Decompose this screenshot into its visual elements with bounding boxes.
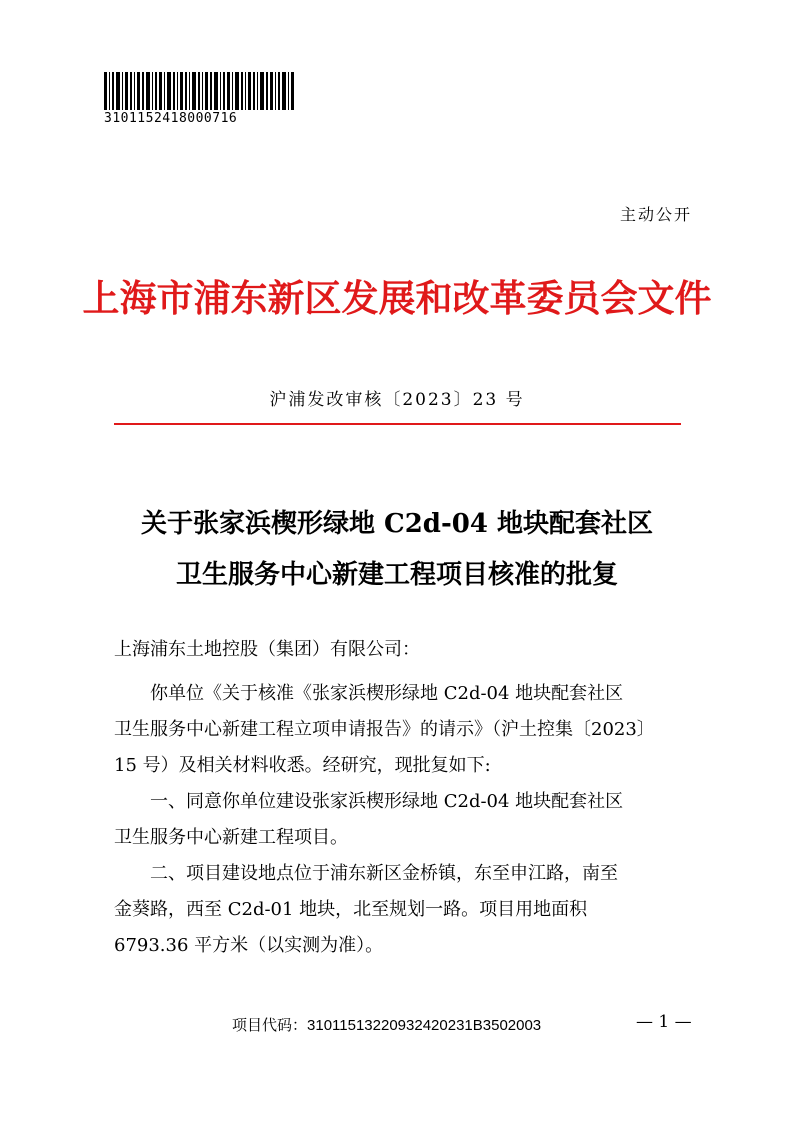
paragraph-2-line-2: 卫生服务中心新建工程项目。 — [114, 827, 348, 848]
barcode-number: 3101152418000716 — [104, 111, 238, 126]
red-divider — [114, 423, 681, 425]
paragraph-3-line-1: 二、项目建设地点位于浦东新区金桥镇，东至申江路，南至 — [150, 863, 618, 884]
paragraph-1-line-1: 你单位《关于核准《张家浜楔形绿地 C2d-04 地块配套社区 — [150, 683, 624, 704]
paragraph-3-line-2: 金葵路，西至 C2d-01 地块，北至规划一路。项目用地面积 — [114, 899, 588, 920]
document-number: 沪浦发改审核〔2023〕23 号 — [269, 390, 525, 410]
project-code-label: 项目代码： — [232, 1016, 308, 1034]
document-title-line-2: 卫生服务中心新建工程项目核准的批复 — [175, 560, 618, 590]
barcode-image — [104, 72, 294, 110]
org-title: 上海市浦东新区发展和改革委员会文件 — [82, 276, 712, 320]
page-number: — 1 — — [636, 1012, 692, 1032]
paragraph-3 — [114, 856, 618, 964]
paragraph-1 — [114, 676, 714, 784]
paragraph-3-line-3: 6793.36 平方米（以实测为准）。 — [114, 935, 384, 956]
paragraph-2 — [114, 784, 623, 856]
project-code-value: 31011513220932420231B3502003 — [307, 1017, 542, 1034]
project-code — [232, 1014, 541, 1035]
paragraph-1-line-3: 15 号）及相关材料收悉。经研究，现批复如下: — [114, 755, 491, 776]
addressee: 上海浦东土地控股（集团）有限公司： — [114, 639, 420, 660]
paragraph-1-line-2: 卫生服务中心新建工程立项申请报告》的请示》（沪土控集〔2023〕 — [114, 719, 655, 740]
disclosure-label: 主动公开 — [619, 205, 692, 224]
document-title-line-1: 关于张家浜楔形绿地 C2d-04 地块配套社区 — [140, 509, 654, 539]
paragraph-2-line-1: 一、同意你单位建设张家浜楔形绿地 C2d-04 地块配套社区 — [150, 791, 624, 812]
